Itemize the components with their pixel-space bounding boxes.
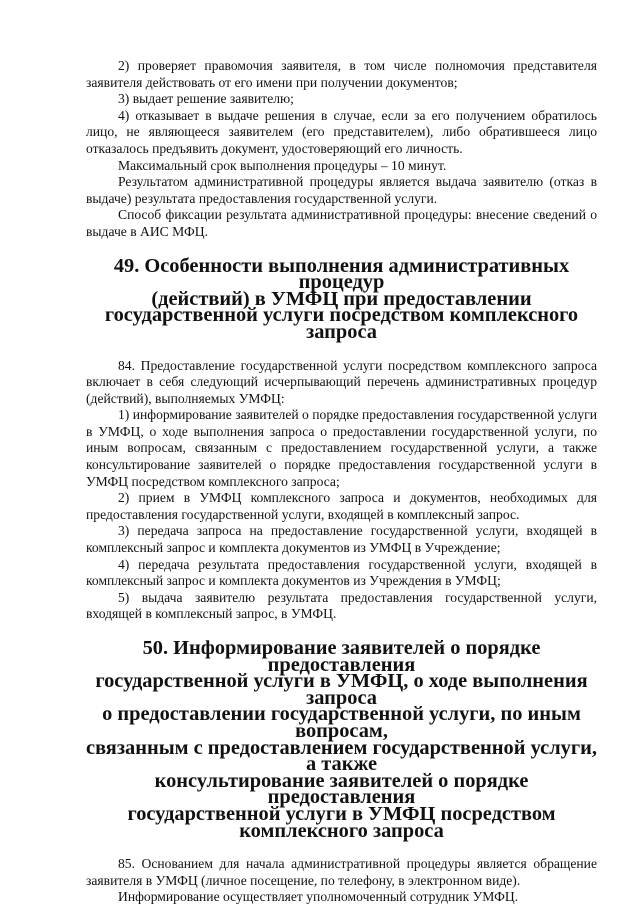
paragraph: 3) выдает решение заявителю;	[118, 91, 294, 107]
section-heading-50	[86, 637, 597, 842]
paragraph: 1) информирование заявителей о порядке предоставления государственной услуги в УМФЦ, о ходе выполнения запроса о предоставлении государственной услуги, по иным вопросам, связанным с предоставлением государственной услуги, а также консультирование заявителей о порядке предоставления государственной услуги в УМФЦ посредством комплексного запроса;	[86, 407, 597, 489]
heading-line: государственной услуги посредством комплексного запроса	[104, 304, 579, 343]
paragraph: 85. Основанием для начала административной процедуры является обращение заявителя в УМФЦ (личное посещение, по телефону, в электронном виде).	[86, 856, 597, 888]
spacer	[86, 839, 597, 856]
heading-line: 50. Информирование заявителей о порядке предоставления	[142, 637, 541, 676]
paragraph: Максимальный срок выполнения процедуры – 10 минут.	[118, 157, 447, 173]
paragraph: 4) отказывает в выдаче решения в случае, если за его получением обратилось лицо, не являющееся заявителем (его представителем), либо обратившееся лицо отказалось предъявить документ, удостоверяющий его личность.	[86, 107, 597, 156]
paragraph: 3) передача запроса на предоставление государственной услуги, входящей в комплексный запрос и комплекта документов из УМФЦ в Учреждение;	[86, 523, 597, 556]
spacer	[86, 341, 597, 358]
paragraph: 84. Предоставление государственной услуги посредством комплексного запроса включает в себя следующий исчерпывающий перечень административных процедур (действий), выполняемых УМФЦ:	[86, 357, 597, 406]
heading-line: о предоставлении государственной услуги, по иным вопросам,	[102, 703, 581, 742]
heading-line: связанным с предоставлением государственной услуги, а также	[86, 736, 597, 776]
document-page	[86, 58, 597, 906]
heading-line: государственной услуги в УМФЦ посредством комплексного запроса	[127, 802, 556, 842]
paragraph: 2) прием в УМФЦ комплексного запроса и документов, необходимых для предоставления государственной услуги, входящей в комплексный запрос.	[86, 490, 597, 522]
paragraph: 2) проверяет правомочия заявителя, в том числе полномочия представителя заявителя действовать от его имени при получении документов;	[86, 58, 597, 90]
paragraph: Результатом административной процедуры является выдача заявителю (отказ в выдаче) результата предоставления государственной услуги.	[86, 174, 597, 206]
paragraph: 4) передача результата предоставления государственной услуги, входящей в комплексный запрос и комплекта документов из Учреждения в УМФЦ;	[86, 556, 597, 589]
heading-line: (действий) в УМФЦ при предоставлении	[151, 287, 532, 310]
section-heading-49	[86, 254, 597, 343]
heading-line: консультирование заявителей о порядке предоставления	[154, 769, 529, 809]
paragraph: Способ фиксации результата административной процедуры: внесение сведений о выдаче в АИС МФЦ.	[86, 207, 597, 239]
paragraph: 5) выдача заявителю результата предоставления государственной услуги, входящей в комплексный запрос, в УМФЦ.	[86, 589, 597, 622]
heading-line: государственной услуги в УМФЦ, о ходе выполнения запроса	[95, 670, 588, 709]
heading-line: 49. Особенности выполнения административных процедур	[113, 254, 570, 294]
paragraph: Информирование осуществляет уполномоченный сотрудник УМФЦ.	[118, 889, 519, 905]
